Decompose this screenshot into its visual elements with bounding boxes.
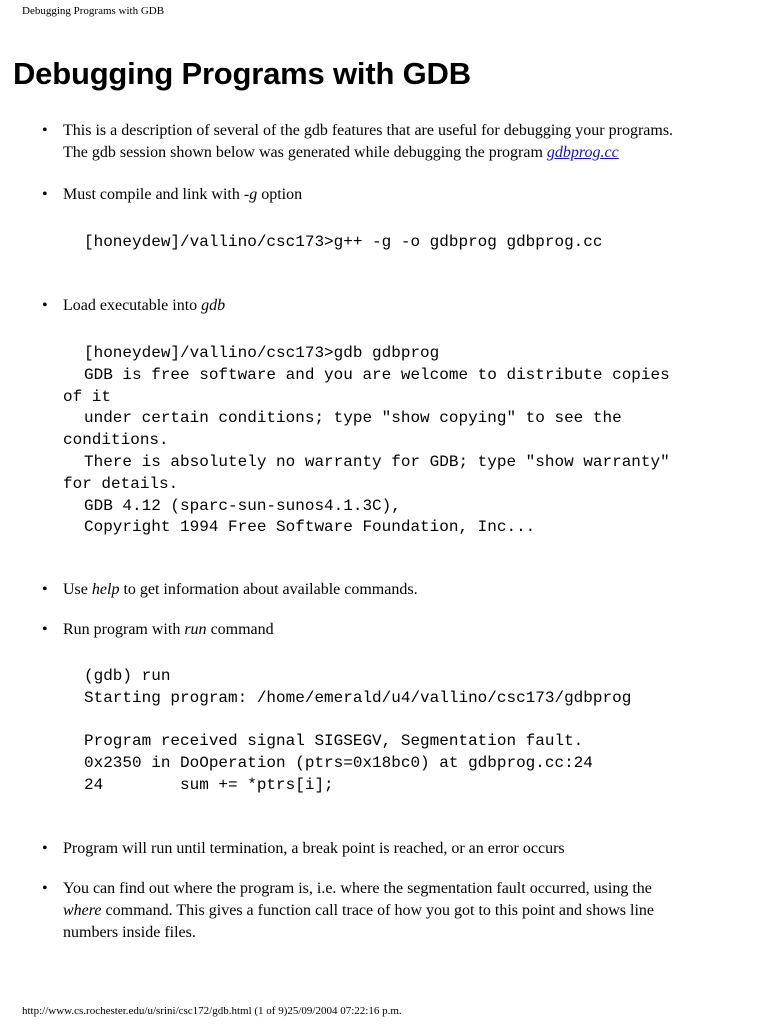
gdbprog-link[interactable]: gdbprog.cc <box>546 144 619 161</box>
item-emphasis: help <box>91 581 120 598</box>
code-line: Program received signal SIGSEGV, Segmentation fault. <box>84 732 584 751</box>
item-text: numbers inside files. <box>63 924 196 941</box>
item-text: Load executable into <box>63 297 202 314</box>
item-text: This is a description of several of the gdb features that are useful for debugging your programs. <box>63 122 674 139</box>
list-item-where <box>42 878 753 944</box>
code-line: under certain conditions; type "show copying" to see the <box>84 409 622 428</box>
page-header: Debugging Programs with GDB <box>22 5 165 17</box>
list-item-termination <box>42 838 753 860</box>
code-line <box>63 710 631 732</box>
code-line: 24 sum += *ptrs[i]; <box>84 775 334 794</box>
item-text: option <box>257 186 303 203</box>
list-item-help <box>42 579 753 601</box>
code-line: conditions. <box>63 431 169 450</box>
code-line: There is absolutely no warranty for GDB; type "show warranty" <box>84 452 670 471</box>
code-line: GDB is free software and you are welcome to distribute copies <box>84 365 670 384</box>
item-text: command <box>206 621 274 638</box>
bullet-icon: • <box>42 840 48 857</box>
code-line: Copyright 1994 Free Software Foundation, Inc... <box>84 518 536 537</box>
item-emphasis: run <box>184 621 207 638</box>
code-block-gdb <box>63 343 670 539</box>
code-block-run <box>63 666 631 797</box>
item-text: to get information about available commands. <box>119 581 418 598</box>
item-emphasis: -g <box>243 186 258 203</box>
list-item-compile <box>42 184 753 206</box>
bullet-icon: • <box>42 621 48 638</box>
list-item-description <box>42 120 753 164</box>
item-text: Use <box>63 581 92 598</box>
bullet-icon: • <box>42 297 48 314</box>
code-line: GDB 4.12 (sparc-sun-sunos4.1.3C), <box>84 496 401 515</box>
code-line: for details. <box>63 474 179 493</box>
code-line: Starting program: /home/emerald/u4/vallino/csc173/gdbprog <box>84 688 632 707</box>
code-line: of it <box>63 387 112 406</box>
code-line: [honeydew]/vallino/csc173>gdb gdbprog <box>84 344 440 362</box>
bullet-icon: • <box>42 186 48 203</box>
page-title: Debugging Programs with GDB <box>13 56 471 91</box>
code-block-compile <box>63 232 602 254</box>
code-line: (gdb) run <box>84 667 171 685</box>
item-text: command. This gives a function call trace of how you got to this point and shows line <box>101 902 655 919</box>
item-text: Run program with <box>63 621 185 638</box>
item-text: The gdb session shown below was generated while debugging the program <box>63 144 547 161</box>
item-emphasis: gdb <box>201 297 226 314</box>
code-line: [honeydew]/vallino/csc173>g++ -g -o gdbprog gdbprog.cc <box>84 233 603 251</box>
item-text: Program will run until termination, a break point is reached, or an error occurs <box>63 840 565 857</box>
item-emphasis: where <box>63 902 102 919</box>
list-item-load <box>42 295 753 317</box>
item-text: Must compile and link with <box>63 186 244 203</box>
page-footer: http://www.cs.rochester.edu/u/srini/csc172/gdb.html (1 of 9)25/09/2004 07:22:16 p.m. <box>22 1005 402 1017</box>
bullet-icon: • <box>42 880 48 897</box>
code-line: 0x2350 in DoOperation (ptrs=0x18bc0) at gdbprog.cc:24 <box>84 754 593 773</box>
item-text: You can find out where the program is, i.e. where the segmentation fault occurred, using the <box>63 880 652 897</box>
bullet-icon: • <box>42 122 48 139</box>
bullet-icon: • <box>42 581 48 598</box>
list-item-run <box>42 619 753 641</box>
